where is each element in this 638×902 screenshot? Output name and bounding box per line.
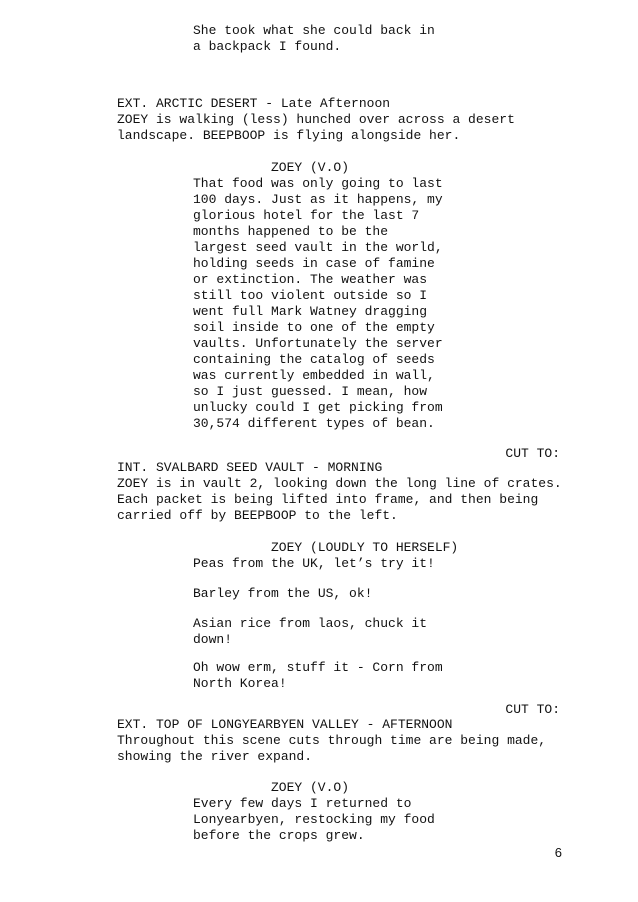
scene-heading: EXT. TOP OF LONGYEARBYEN VALLEY - AFTERNOON xyxy=(117,717,453,732)
character-name: ZOEY (V.O) xyxy=(271,160,350,175)
action-line: carried off by BEEPBOOP to the left. xyxy=(117,508,398,523)
dialogue-line: largest seed vault in the world, xyxy=(193,240,443,255)
dialogue-line: months happened to be the xyxy=(193,224,389,239)
dialogue-line: unlucky could I get picking from xyxy=(193,400,443,415)
dialogue-line: Barley from the US, ok! xyxy=(193,586,373,601)
dialogue-line: That food was only going to last xyxy=(193,176,443,191)
transition: CUT TO: xyxy=(505,446,560,461)
character-name: ZOEY (LOUDLY TO HERSELF) xyxy=(271,540,459,555)
dialogue-line: a backpack I found. xyxy=(193,39,342,54)
dialogue-line: still too violent outside so I xyxy=(193,288,428,303)
dialogue-line: 30,574 different types of bean. xyxy=(193,416,435,431)
dialogue-line: 100 days. Just as it happens, my xyxy=(193,192,443,207)
action-line: Each packet is being lifted into frame, and then being xyxy=(117,492,539,507)
dialogue-line: North Korea! xyxy=(193,676,287,691)
dialogue-line: Oh wow erm, stuff it - Corn from xyxy=(193,660,443,675)
action-line: landscape. BEEPBOOP is flying alongside her. xyxy=(117,128,461,143)
dialogue-line: containing the catalog of seeds xyxy=(193,352,435,367)
dialogue-line: Lonyearbyen, restocking my food xyxy=(193,812,435,827)
dialogue-line: before the crops grew. xyxy=(193,828,365,843)
dialogue-line: Every few days I returned to xyxy=(193,796,412,811)
dialogue-line: vaults. Unfortunately the server xyxy=(193,336,443,351)
dialogue-line: went full Mark Watney dragging xyxy=(193,304,428,319)
dialogue-line: or extinction. The weather was xyxy=(193,272,428,287)
dialogue-line: down! xyxy=(193,632,233,647)
dialogue-line: glorious hotel for the last 7 xyxy=(193,208,420,223)
dialogue-line: She took what she could back in xyxy=(193,23,435,38)
action-line: showing the river expand. xyxy=(117,749,313,764)
page-number: 6 xyxy=(554,845,562,860)
dialogue-line: soil inside to one of the empty xyxy=(193,320,435,335)
scene-heading: INT. SVALBARD SEED VAULT - MORNING xyxy=(117,460,383,475)
dialogue-line: Peas from the UK, let’s try it! xyxy=(193,556,435,571)
scene-heading: EXT. ARCTIC DESERT - Late Afternoon xyxy=(117,96,391,111)
transition: CUT TO: xyxy=(505,702,560,717)
character-name: ZOEY (V.O) xyxy=(271,780,350,795)
dialogue-line: holding seeds in case of famine xyxy=(193,256,435,271)
dialogue-line: Asian rice from laos, chuck it xyxy=(193,616,428,631)
action-line: ZOEY is walking (less) hunched over across a desert xyxy=(117,112,515,127)
action-line: ZOEY is in vault 2, looking down the long line of crates. xyxy=(117,476,562,491)
dialogue-line: so I just guessed. I mean, how xyxy=(193,384,428,399)
dialogue-line: was currently embedded in wall, xyxy=(193,368,435,383)
action-line: Throughout this scene cuts through time are being made, xyxy=(117,733,547,748)
